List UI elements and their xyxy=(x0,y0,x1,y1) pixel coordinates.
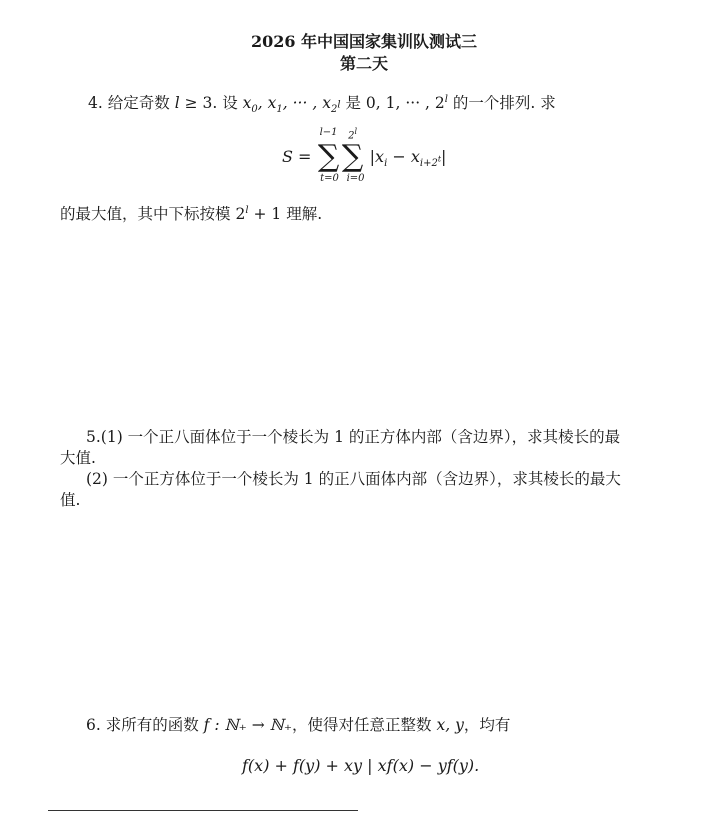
bottom-fade xyxy=(450,785,728,815)
problem-6-equation: f(x) + f(y) + xy | xf(x) − yf(y). xyxy=(242,756,480,775)
sum-operator-i: 2$^l$ ∑ i=0 xyxy=(341,127,365,184)
problem-4-equation: S = l−1 ∑ t=0 2$^l$ ∑ i=0 $|x_i - x_{i+2^t}|$ xyxy=(282,127,447,184)
problem-6-statement: 6. 求所有的函数 f : ℕ₊ → ℕ₊，使得对任意正整数 x, y，均有 xyxy=(86,716,511,734)
footnote-rule xyxy=(48,810,358,811)
problem-4-statement: 4. 给定奇数 l ≥ 3. 设 $x_0$, $x_1$, ··· , $x_{2^l}$ 是 0, 1, ··· , 2$^l$ 的一个排列. 求 xyxy=(88,94,556,116)
exam-title: 2026 年中国国家集训队测试三 xyxy=(250,32,478,51)
problem-4-continuation: 的最大值，其中下标按模 2$^l$ + 1 理解. xyxy=(60,205,323,224)
sum-operator-t: l−1 ∑ t=0 xyxy=(317,127,340,184)
problem-5-part-1-line-1: 5.(1) 一个正八面体位于一个棱长为 1 的正方体内部（含边界），求其棱长的最 xyxy=(86,428,621,446)
problem-5-part-1-line-2: 大值. xyxy=(60,449,96,467)
exam-subtitle: 第二天 xyxy=(339,54,388,73)
problem-5-part-2-line-2: 值. xyxy=(60,491,81,509)
problem-5-part-2-line-1: (2) 一个正方体位于一个棱长为 1 的正八面体内部（含边界），求其棱长的最大 xyxy=(86,470,621,488)
